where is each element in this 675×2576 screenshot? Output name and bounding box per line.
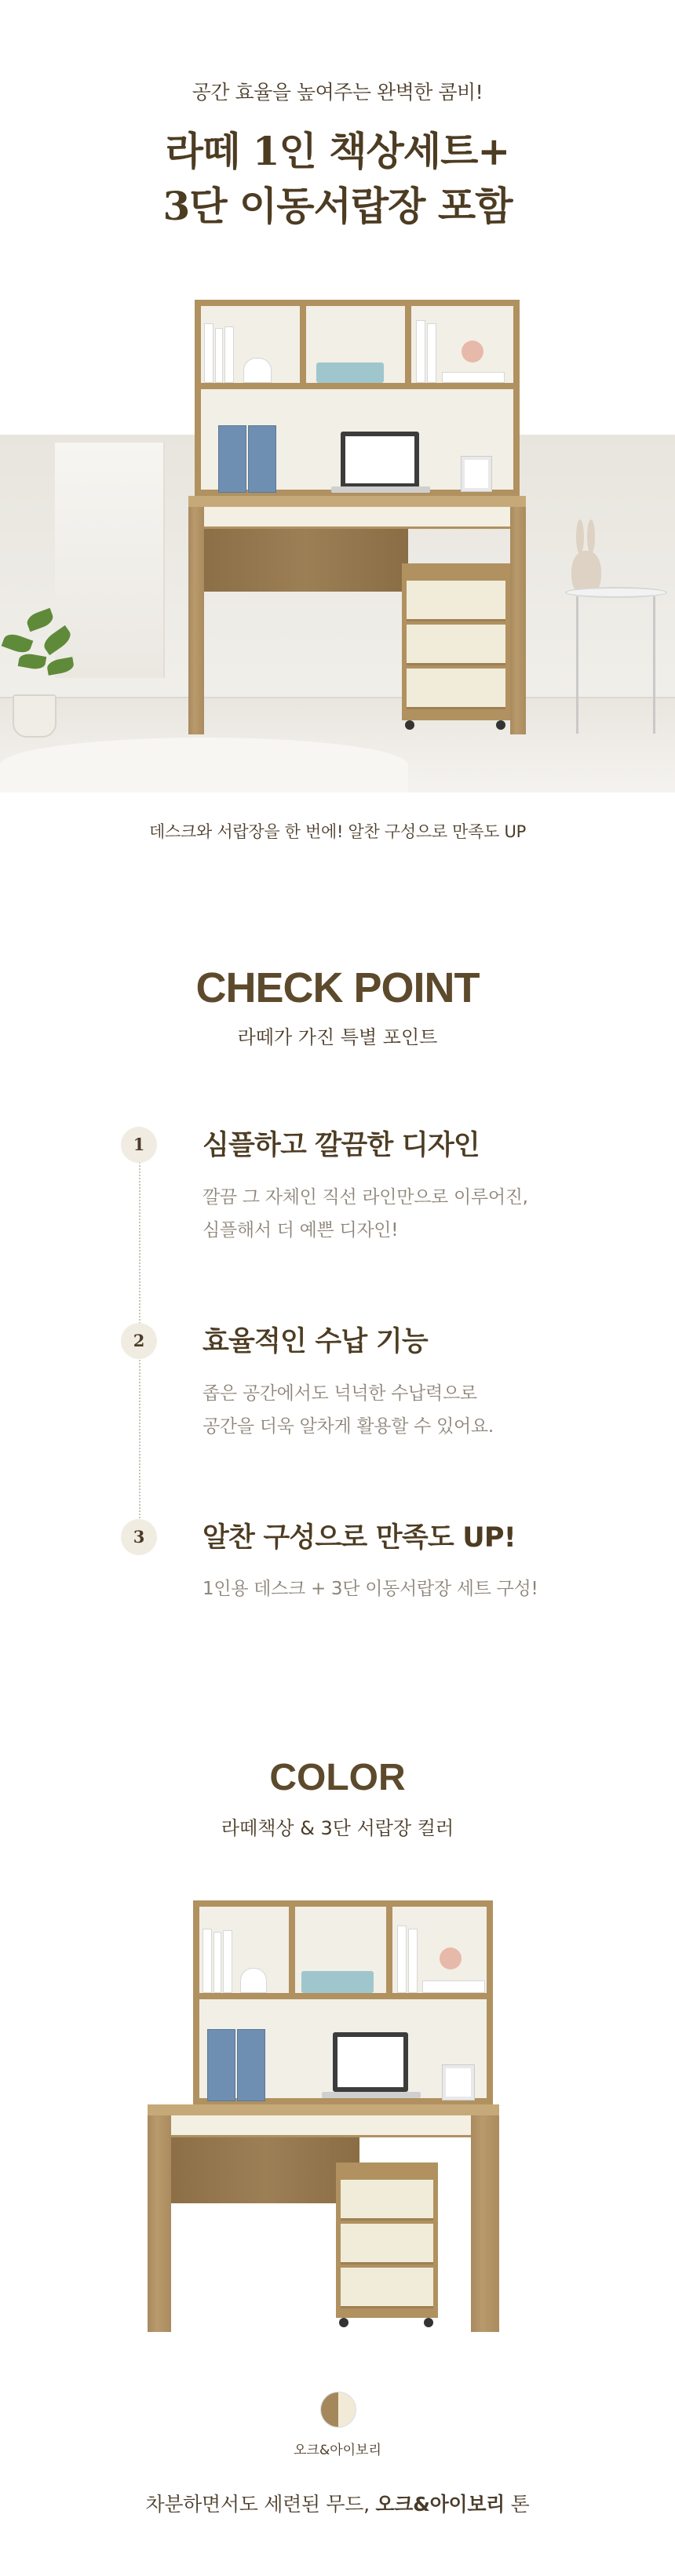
checkpoint-desc-2-line1: 좁은 공간에서도 넉넉한 수납력으로 <box>202 1383 477 1404</box>
rug <box>0 738 408 792</box>
color-swatch-oak-ivory[interactable] <box>320 2392 356 2428</box>
checkpoint-desc-2 <box>202 1377 494 1443</box>
color-desk-image <box>148 1900 493 2340</box>
checkpoint-heading-3: 알찬 구성으로 만족도 UP! <box>202 1522 516 1554</box>
checkpoint-title: CHECK POINT <box>195 964 480 1011</box>
checkpoint-subtitle: 라떼가 가진 특별 포인트 <box>237 1026 438 1048</box>
checkpoint-desc-2-line2: 공간을 더욱 알차게 활용할 수 있어요. <box>202 1416 494 1437</box>
checkpoint-desc-1-line1: 깔끔 그 자체인 직선 라인만으로 이루어진, <box>202 1187 528 1208</box>
hero-title-line2: 3단 이동서랍장 포함 <box>162 183 513 229</box>
checkpoint-desc-1-line2: 심플해서 더 예쁜 디자인! <box>202 1220 399 1241</box>
checkpoint-heading-2: 효율적인 수납 기능 <box>202 1326 428 1357</box>
color-caption-prefix: 차분하면서도 세련된 무드, <box>145 2493 376 2516</box>
color-caption-suffix: 톤 <box>505 2493 530 2516</box>
color-subtitle: 라떼책상 & 3단 서랍장 컬러 <box>221 1817 454 1839</box>
side-table <box>565 587 667 736</box>
color-title: COLOR <box>269 1757 406 1798</box>
checkpoint-desc-1 <box>202 1181 528 1247</box>
checkpoint-number-2: 2 <box>121 1323 157 1359</box>
hero-subtitle: 공간 효율을 높여주는 완벽한 콤비! <box>192 81 483 104</box>
color-caption-bold: 오크&아이보리 <box>375 2493 505 2516</box>
checkpoint-number-3: 3 <box>121 1519 157 1555</box>
checkpoint-number-1: 1 <box>121 1127 157 1163</box>
color-swatch-label: 오크&아이보리 <box>294 2443 381 2458</box>
color-caption <box>0 2489 675 2517</box>
bunny-doll <box>567 519 604 598</box>
checkpoint-heading-1: 심플하고 깔끔한 디자인 <box>202 1130 480 1161</box>
hero-title-line1: 라떼 1인 책상세트+ <box>165 128 510 174</box>
hero-title <box>0 124 675 234</box>
hero-caption: 데스크와 서랍장을 한 번에! 알찬 구성으로 만족도 UP <box>149 822 526 841</box>
plant-decoration <box>3 604 89 738</box>
hero-desk-image <box>195 300 520 739</box>
checkpoint-desc-3-line1: 1인용 데스크 + 3단 이동서랍장 세트 구성! <box>202 1579 538 1599</box>
checkpoint-desc-3 <box>202 1572 538 1605</box>
